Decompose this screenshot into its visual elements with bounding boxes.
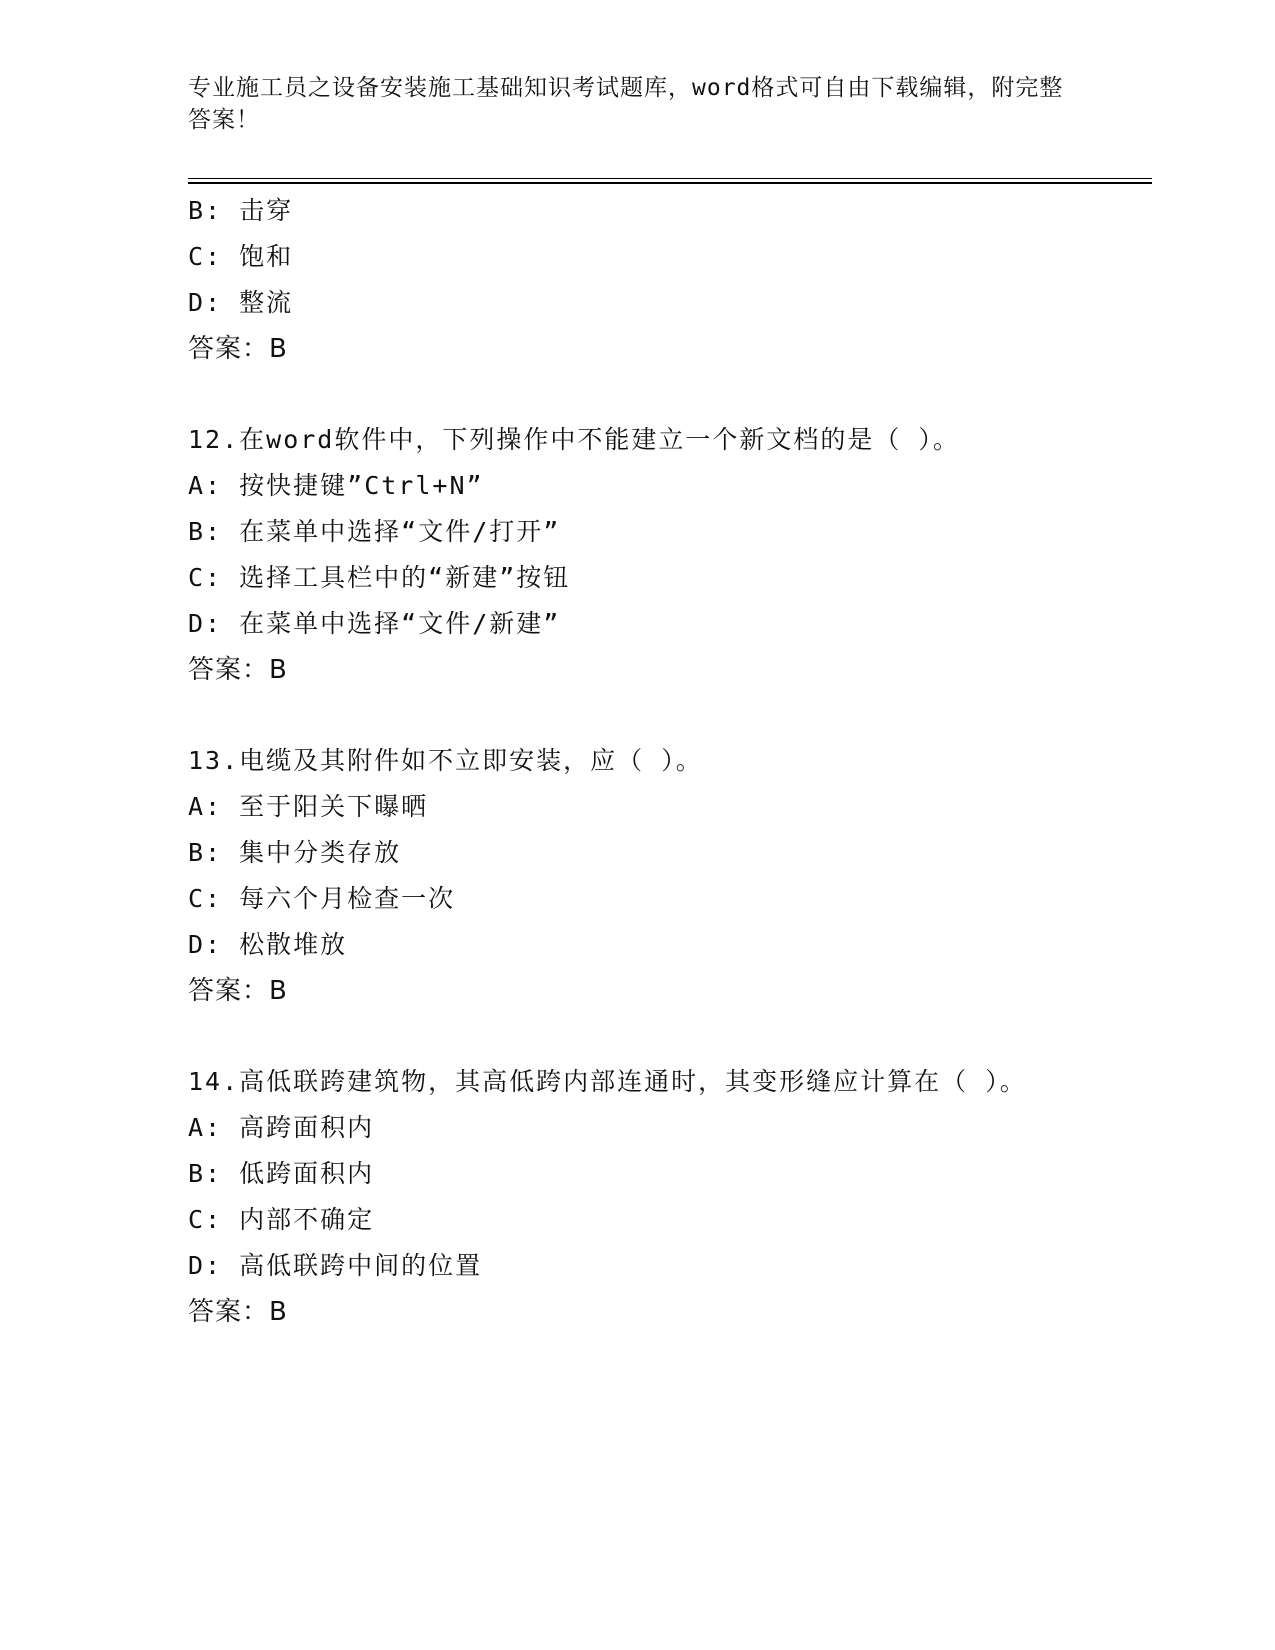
option-d: D: 高低联跨中间的位置 <box>188 1251 483 1280</box>
spacer <box>188 372 1108 417</box>
option-b: B: 集中分类存放 <box>188 838 402 867</box>
option-b: B: 击穿 <box>188 196 294 225</box>
question-text: 13.电缆及其附件如不立即安装，应（ ）。 <box>188 746 703 775</box>
option-c: C: 选择工具栏中的“新建”按钮 <box>188 563 571 592</box>
question-text: 12.在word软件中，下列操作中不能建立一个新文档的是（ ）。 <box>188 425 960 454</box>
question-text: 14.高低联跨建筑物，其高低跨内部连通时，其变形缝应计算在（ ）。 <box>188 1067 1027 1096</box>
option-a: A: 按快捷键”Ctrl+N” <box>188 471 484 500</box>
question-list <box>188 188 1108 1335</box>
option-a: A: 至于阳关下曝晒 <box>188 792 429 821</box>
option-c: C: 内部不确定 <box>188 1205 375 1234</box>
option-d: D: 松散堆放 <box>188 930 348 959</box>
spacer <box>188 1014 1108 1059</box>
spacer <box>188 693 1108 738</box>
header-divider-thick <box>188 182 1152 184</box>
question-13 <box>188 738 1108 1014</box>
answer-line: 答案：B <box>188 1297 288 1327</box>
option-c: C: 饱和 <box>188 242 294 271</box>
option-b: B: 在菜单中选择“文件/打开” <box>188 517 561 546</box>
option-d: D: 整流 <box>188 288 294 317</box>
option-b: B: 低跨面积内 <box>188 1159 375 1188</box>
question-14 <box>188 1059 1108 1335</box>
option-d: D: 在菜单中选择“文件/新建” <box>188 609 561 638</box>
header-divider-thin <box>188 178 1152 179</box>
question-continued <box>188 188 1108 372</box>
option-c: C: 每六个月检查一次 <box>188 884 456 913</box>
answer-line: 答案：B <box>188 976 288 1006</box>
question-12 <box>188 417 1108 693</box>
answer-line: 答案：B <box>188 334 288 364</box>
option-a: A: 高跨面积内 <box>188 1113 375 1142</box>
answer-line: 答案：B <box>188 655 288 685</box>
page-header: 专业施工员之设备安装施工基础知识考试题库，word格式可自由下载编辑，附完整答案！ <box>188 75 1064 133</box>
